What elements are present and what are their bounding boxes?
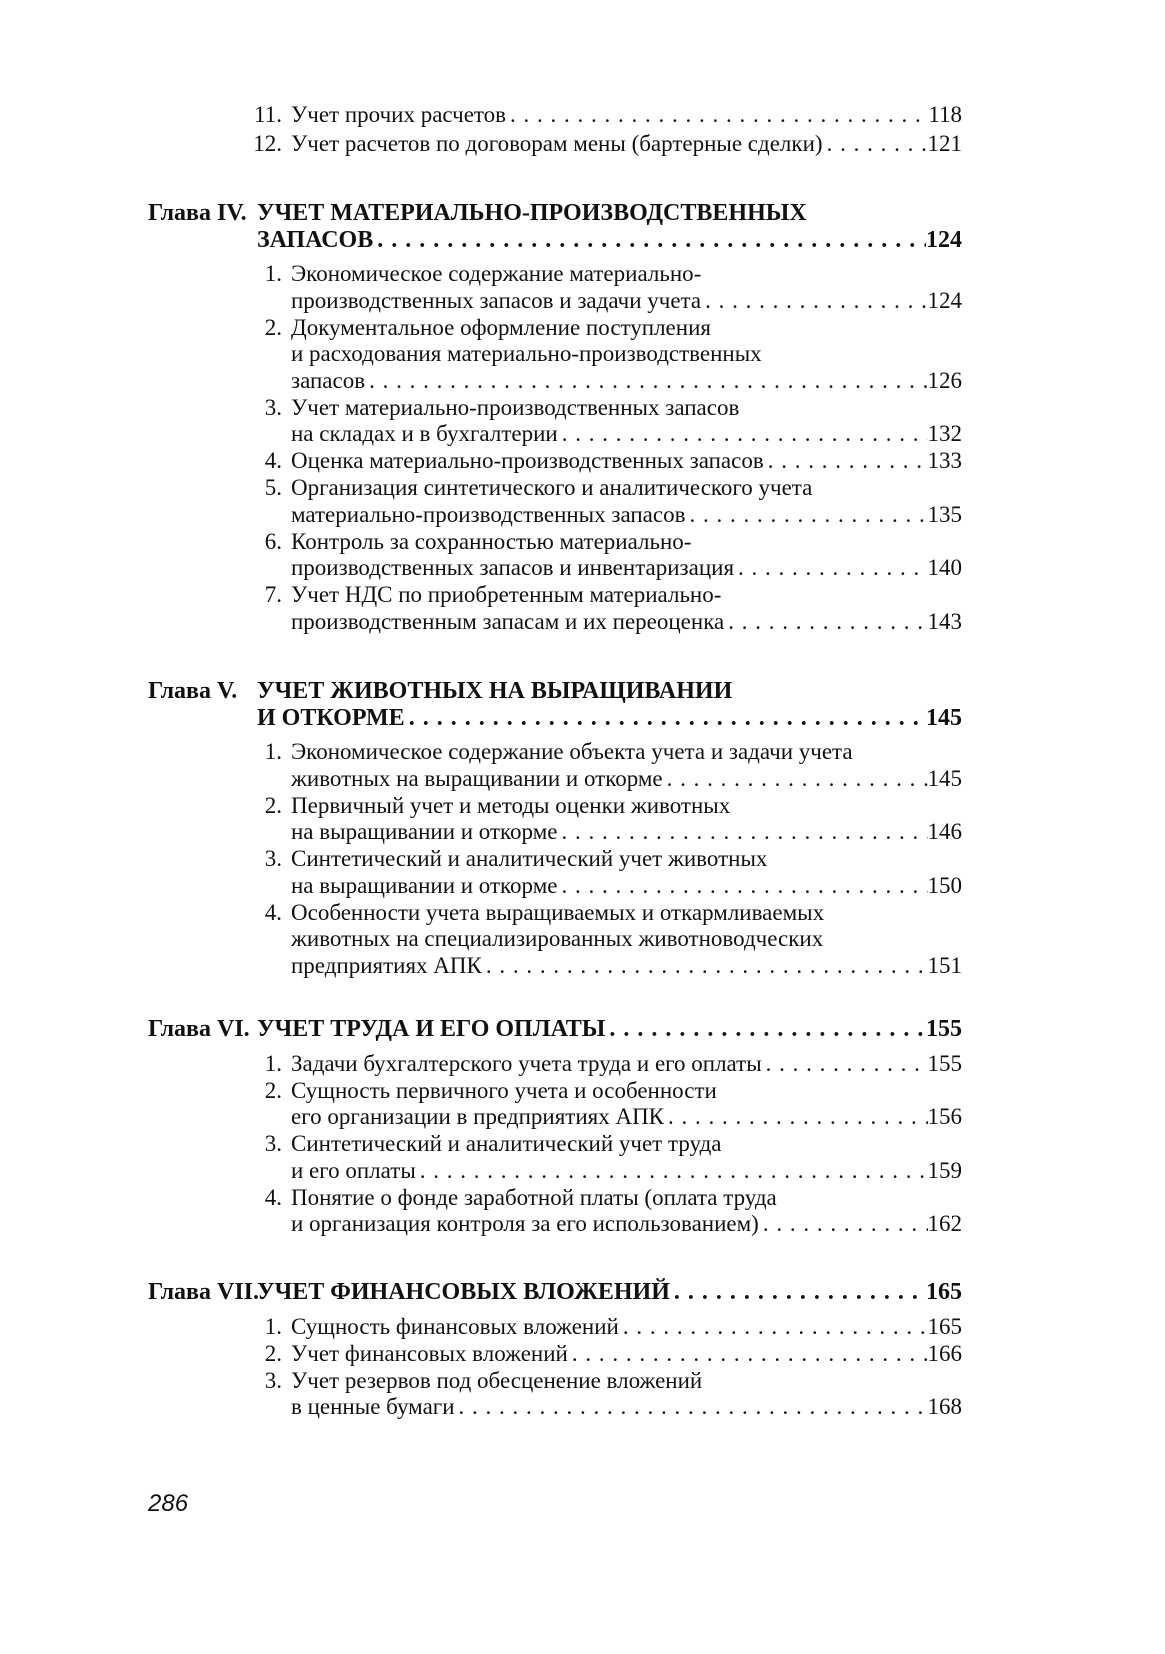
dot-leader [482,951,928,981]
entry-title-text: производственным запасам и их переоценка [291,608,725,634]
section-text-line [291,951,962,981]
section-page-number: 140 [927,555,962,580]
section-number: 3. [264,1367,282,1393]
chapter-title-line [257,225,962,255]
entry-title-text: Учет финансовых вложений [291,1340,568,1366]
section-text-line [291,1392,962,1422]
dot-leader [558,419,928,449]
section-text-line: Синтетический и аналитический учет труда [291,1131,722,1156]
section-text-line: Первичный учет и методы оценки животных [291,792,731,818]
entry-title-text: Оценка материально-производственных запасов [291,448,764,473]
dot-leader [373,225,926,255]
entry-title-text: Учет прочих расчетов [291,102,507,127]
section-number: 4. [264,899,282,925]
section-number: 2. [264,314,282,340]
dot-leader [701,286,927,316]
section-page-number: 118 [928,102,962,127]
dot-leader [823,129,928,159]
section-page-number: 121 [927,130,962,156]
section-text-line [291,100,962,130]
section-number: 2. [264,792,282,818]
section-number: 2. [264,1077,282,1103]
section-page-number: 145 [927,765,962,791]
section-text-line [291,446,962,476]
section-text-line: Экономическое содержание объекта учета и задачи учета [291,739,853,764]
section-page-number: 146 [927,819,962,844]
dot-leader [557,817,927,847]
section-page-number: 166 [927,1340,962,1366]
section-page-number: 165 [927,1313,962,1339]
section-text-line [291,1156,962,1186]
section-page-number: 159 [927,1157,962,1183]
dot-leader [734,553,927,583]
dot-leader [416,1156,928,1186]
chapter-title-line [257,1277,962,1307]
entry-title-text: предприятиях АПК [291,952,482,978]
section-number: 1. [264,739,282,764]
section-text-line: и расходования материально-производственных [291,341,762,366]
chapter-title-line [257,703,962,733]
entry-title-text: запасов [291,367,366,393]
section-number: 7. [264,582,282,607]
entry-title-text: на выращивании и откорме [291,819,558,844]
section-text-line: Особенности учета выращиваемых и откармливаемых [291,899,825,925]
dot-leader [557,871,927,901]
section-text-line [291,1049,962,1079]
chapter-page-number: 155 [926,1016,962,1042]
dot-leader [759,1209,928,1239]
chapter-title-line [257,1014,962,1044]
entry-title-text: УЧЕТ ТРУДА И ЕГО ОПЛАТЫ [257,1016,606,1042]
section-text-line: Синтетический и аналитический учет животных [291,846,768,871]
section-text-line [291,607,962,637]
section-text-line: Экономическое содержание материально- [291,261,702,286]
section-number: 11. [254,102,282,127]
section-page-number: 126 [927,367,962,393]
dot-leader [724,607,927,637]
section-text-line [291,1339,962,1369]
entry-title-text: производственных запасов и инвентаризация [291,555,735,580]
dot-leader [605,1014,926,1044]
section-page-number: 132 [927,421,962,446]
dot-leader [455,1392,928,1422]
chapter-label: Глава VI. [148,1016,250,1042]
chapter-page-number: 124 [926,226,962,253]
section-number: 3. [264,1131,282,1156]
chapter-page-number: 145 [926,704,962,731]
section-page-number: 135 [927,501,962,527]
section-text-line [291,553,962,583]
section-text-line [291,129,962,159]
section-page-number: 168 [927,1394,962,1419]
section-number: 3. [264,394,282,420]
dot-leader [568,1339,928,1369]
entry-title-text: материально-производственных запасов [291,501,686,527]
entry-title-text: его организации в предприятиях АПК [291,1104,665,1129]
section-number: 6. [264,528,282,554]
section-text-line: животных на специализированных животноводческих [291,926,824,951]
section-number: 1. [264,261,282,286]
section-text-line [291,286,962,316]
section-number: 3. [264,846,282,871]
section-page-number: 151 [927,952,962,978]
entry-title-text: ЗАПАСОВ [257,226,374,253]
section-page-number: 150 [927,872,962,898]
chapter-title-line: УЧЕТ ЖИВОТНЫХ НА ВЫРАЩИВАНИИ [257,678,733,704]
dot-leader [685,500,927,530]
section-page-number: 156 [927,1104,962,1129]
section-text-line [291,1209,962,1239]
section-text-line: Понятие о фонде заработной платы (оплата труда [291,1184,777,1210]
dot-leader [664,1102,927,1132]
section-text-line [291,366,962,396]
section-number: 1. [264,1313,282,1339]
chapter-label: Глава V. [148,678,238,704]
entry-title-text: животных на выращивании и откорме [291,765,663,791]
entry-title-text: Сущность финансовых вложений [291,1313,619,1339]
section-number: 2. [264,1340,282,1366]
section-number: 4. [264,1184,282,1210]
section-number: 12. [253,130,282,156]
dot-leader [405,703,926,733]
dot-leader [670,1277,926,1307]
section-text-line: Учет резервов под обесценение вложений [291,1367,703,1393]
entry-title-text: на складах и в бухгалтерии [291,421,558,446]
section-page-number: 162 [927,1211,962,1236]
section-text-line: Учет материально-производственных запасов [291,394,740,420]
chapter-label: Глава IV. [148,200,247,226]
entry-title-text: на выращивании и откорме [291,872,558,898]
dot-leader [663,764,928,794]
chapter-label: Глава VII. [148,1279,259,1305]
section-number: 4. [264,448,282,473]
section-page-number: 124 [927,287,962,313]
section-text-line [291,764,962,794]
section-text-line [291,871,962,901]
section-page-number: 143 [927,608,962,634]
entry-title-text: Учет расчетов по договорам мены (бартерные сделки) [291,130,823,156]
entry-title-text: и его оплаты [291,1157,416,1183]
entry-title-text: и организация контроля за его использованием) [291,1211,759,1236]
section-text-line: Организация синтетического и аналитического учета [291,475,813,500]
section-text-line [291,1102,962,1132]
section-text-line [291,500,962,530]
page-number: 286 [148,1490,189,1517]
dot-leader [619,1312,928,1342]
entry-title-text: в ценные бумаги [291,1394,455,1419]
section-page-number: 155 [927,1050,962,1076]
section-text-line: Сущность первичного учета и особенности [291,1077,717,1103]
dot-leader [764,446,928,476]
entry-title-text: УЧЕТ ФИНАНСОВЫХ ВЛОЖЕНИЙ [257,1279,670,1305]
dot-leader [365,366,927,396]
section-page-number: 133 [927,448,962,473]
section-text-line: Контроль за сохранностью материально- [291,528,692,554]
section-text-line [291,419,962,449]
section-number: 1. [264,1050,282,1076]
section-text-line [291,1312,962,1342]
section-number: 5. [264,475,282,500]
section-text-line [291,817,962,847]
chapter-title-line: УЧЕТ МАТЕРИАЛЬНО-ПРОИЗВОДСТВЕННЫХ [257,200,807,226]
entry-title-text: производственных запасов и задачи учета [291,287,702,313]
section-text-line: Документальное оформление поступления [291,314,711,340]
dot-leader [762,1049,928,1079]
entry-title-text: Задачи бухгалтерского учета труда и его оплаты [291,1050,762,1076]
chapter-page-number: 165 [926,1279,962,1305]
dot-leader [506,100,928,130]
section-text-line: Учет НДС по приобретенным материально- [291,582,722,607]
entry-title-text: И ОТКОРМЕ [257,704,405,731]
